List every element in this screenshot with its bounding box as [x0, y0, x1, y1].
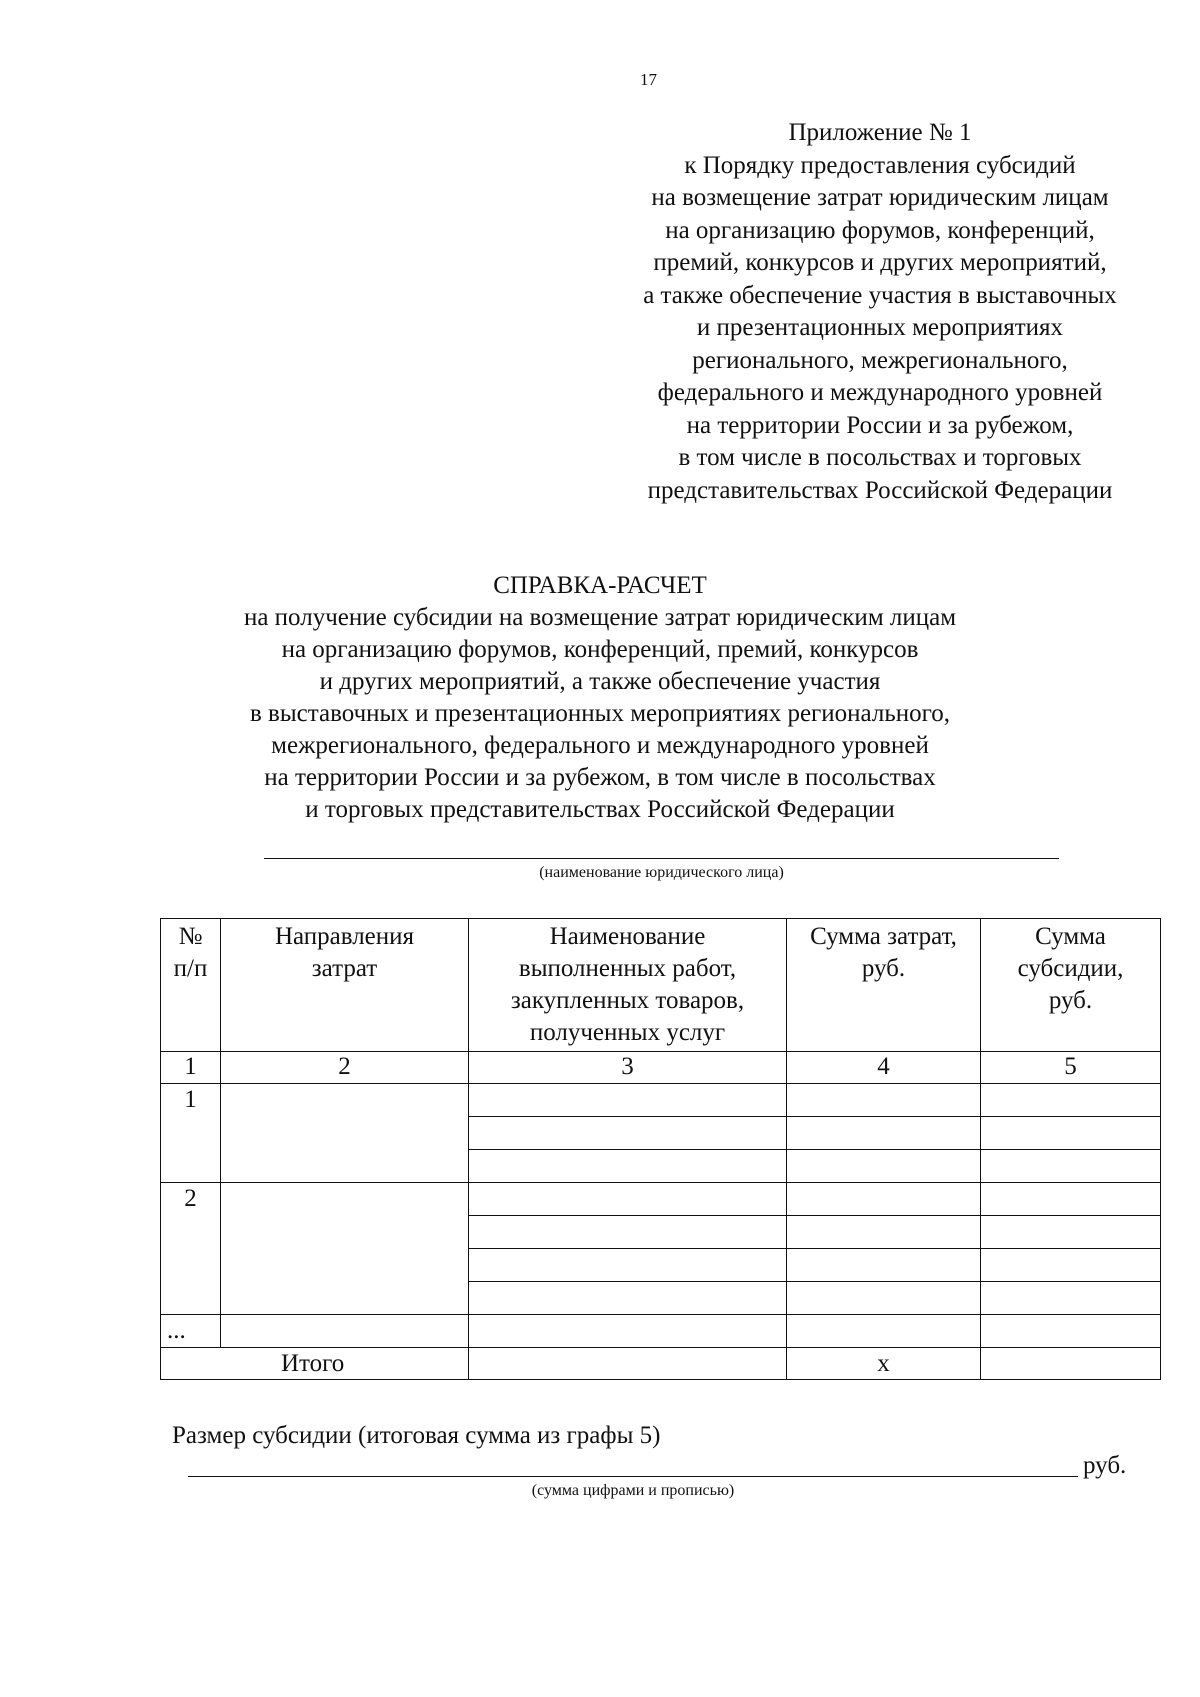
appendix-line: на возмещение затрат юридическим лицам [651, 184, 1109, 211]
appendix-line: премий, конкурсов и других мероприятий, [653, 249, 1107, 276]
column-number-row [161, 1052, 1161, 1084]
appendix-line: федерального и международного уровней [657, 379, 1103, 406]
cost-cell[interactable] [787, 1282, 981, 1315]
direction-cell[interactable] [221, 1183, 469, 1315]
table-row [161, 1084, 1161, 1117]
title-heading: СПРАВКА-РАСЧЕТ [493, 572, 707, 599]
document-title [170, 570, 1030, 826]
total-label: Итого [161, 1348, 469, 1380]
appendix-header [600, 117, 1160, 507]
subsidy-cell[interactable] [981, 1117, 1161, 1150]
row-index: ... [161, 1315, 221, 1348]
row-index: 1 [161, 1084, 221, 1183]
sum-caption: (сумма цифрами и прописью) [531, 1482, 735, 1499]
appendix-line: регионального, межрегионального, [692, 346, 1068, 374]
column-number: 5 [981, 1052, 1161, 1084]
column-number: 2 [221, 1052, 469, 1084]
appendix-line: Приложение № 1 [788, 119, 972, 146]
org-name-field[interactable] [264, 858, 1059, 859]
appendix-line: на организацию форумов, конференций, [665, 216, 1095, 244]
table-row [161, 1183, 1161, 1216]
appendix-line: а также обеспечение участия в выставочных [643, 281, 1117, 309]
subsidy-sum-field[interactable] [188, 1476, 1078, 1477]
cost-cell[interactable] [787, 1183, 981, 1216]
column-number: 1 [161, 1052, 221, 1084]
appendix-line: к Порядку предоставления субсидий [684, 151, 1076, 179]
header-directions: Направления затрат [221, 919, 469, 1052]
works-cell[interactable] [469, 1117, 787, 1150]
table-row [161, 1315, 1161, 1348]
subsidy-cell[interactable] [981, 1249, 1161, 1282]
works-cell[interactable] [469, 1282, 787, 1315]
subsidy-size-label: Размер субсидии (итоговая сумма из графы 5) [172, 1422, 661, 1449]
title-line: и торговых представительствах Российской Федерации [305, 796, 895, 823]
subsidy-cell[interactable] [981, 1150, 1161, 1183]
title-line: в выставочных и презентационных мероприятиях регионального, [250, 700, 950, 727]
total-cost-cell: х [787, 1348, 981, 1380]
cost-cell[interactable] [787, 1216, 981, 1249]
title-line: на организацию форумов, конференций, премий, конкурсов [281, 636, 919, 663]
subsidy-cell[interactable] [981, 1216, 1161, 1249]
title-line: межрегионального, федерального и международного уровней [271, 732, 929, 759]
org-name-caption: (наименование юридического лица) [539, 864, 784, 881]
direction-cell[interactable] [221, 1315, 469, 1348]
total-subsidy-cell[interactable] [981, 1348, 1161, 1380]
works-cell[interactable] [469, 1216, 787, 1249]
header-index: № п/п [161, 919, 221, 1052]
cost-cell[interactable] [787, 1150, 981, 1183]
cost-cell[interactable] [787, 1249, 981, 1282]
header-cost-sum: Сумма затрат, руб. [787, 919, 981, 1052]
title-line: и других мероприятий, а также обеспечение участия [319, 668, 881, 695]
subsidy-cell[interactable] [981, 1084, 1161, 1117]
subsidy-cell[interactable] [981, 1282, 1161, 1315]
table-header-row [161, 919, 1161, 1052]
cost-cell[interactable] [787, 1315, 981, 1348]
currency-label: руб. [1083, 1452, 1127, 1479]
subsidy-cell[interactable] [981, 1315, 1161, 1348]
total-works-cell[interactable] [469, 1348, 787, 1380]
appendix-line: в том числе в посольствах и торговых [678, 444, 1082, 471]
cost-cell[interactable] [787, 1084, 981, 1117]
direction-cell[interactable] [221, 1084, 469, 1183]
appendix-line: на территории России и за рубежом, [686, 411, 1074, 439]
column-number: 4 [787, 1052, 981, 1084]
works-cell[interactable] [469, 1150, 787, 1183]
works-cell[interactable] [469, 1183, 787, 1216]
subsidy-cell[interactable] [981, 1183, 1161, 1216]
works-cell[interactable] [469, 1249, 787, 1282]
header-subsidy-sum: Сумма субсидии, руб. [981, 919, 1161, 1052]
title-line: на территории России и за рубежом, в том числе в посольствах [264, 764, 936, 791]
total-row [161, 1348, 1161, 1380]
column-number: 3 [469, 1052, 787, 1084]
row-index: 2 [161, 1183, 221, 1315]
page-number: 17 [640, 70, 657, 89]
works-cell[interactable] [469, 1315, 787, 1348]
appendix-line: представительствах Российской Федерации [647, 476, 1113, 504]
title-line: на получение субсидии на возмещение затрат юридическим лицам [243, 604, 957, 631]
header-works-name: Наименование выполненных работ, закупленных товаров, полученных услуг [469, 919, 787, 1052]
cost-cell[interactable] [787, 1117, 981, 1150]
appendix-line: и презентационных мероприятиях [696, 314, 1064, 341]
calculation-table [160, 918, 1161, 1380]
works-cell[interactable] [469, 1084, 787, 1117]
